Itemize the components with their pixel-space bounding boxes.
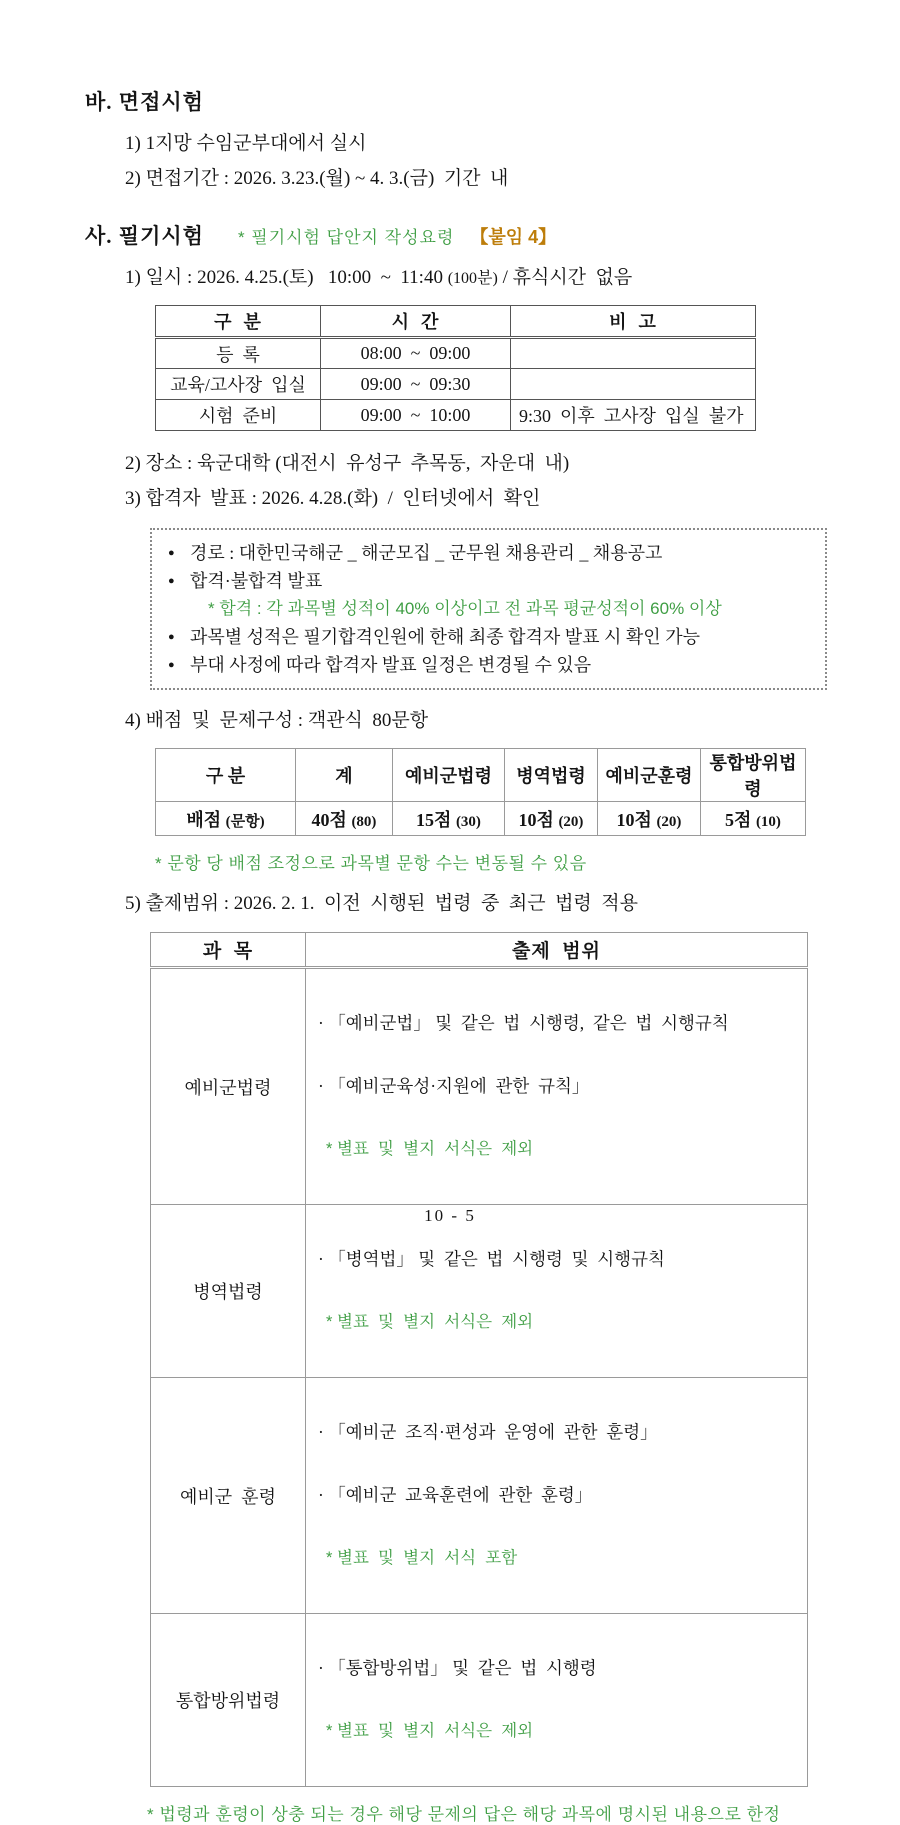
sa-item-datetime xyxy=(125,260,840,296)
scope-line: · 「병역법」 및 같은 법 시행령 및 시행규칙 xyxy=(318,1249,665,1269)
exam-day-schedule-table xyxy=(155,305,756,431)
cell-score xyxy=(505,802,598,836)
cell-subject: 예비군 훈령 xyxy=(151,1378,306,1614)
score-points: 15점 xyxy=(416,809,456,830)
scope-line: · 「예비군 교육훈련에 관한 훈령」 xyxy=(318,1485,593,1505)
col-header-category: 구 분 xyxy=(156,749,296,802)
section-sa-items-3 xyxy=(85,703,840,738)
score-count: (80) xyxy=(351,813,377,830)
col-header-reserve-directive: 예비군훈령 xyxy=(598,749,701,802)
col-header-time: 시 간 xyxy=(321,306,511,338)
answer-sheet-note: * 필기시험 답안지 작성요령 xyxy=(237,228,455,247)
row-label-main: 배점 xyxy=(186,809,226,830)
scope-line: · 「예비군법」 및 같은 법 시행령, 같은 법 시행규칙 xyxy=(318,1013,729,1033)
cell-row-label xyxy=(156,802,296,836)
col-header-total: 계 xyxy=(296,749,393,802)
scope-note-line: * 별표 및 별지 서식은 제외 xyxy=(326,1140,534,1158)
cell-time: 08:00 ~ 09:00 xyxy=(321,338,511,369)
col-header-category: 구 분 xyxy=(156,306,321,338)
score-row xyxy=(156,802,806,836)
cell-category: 시험 준비 xyxy=(156,400,321,431)
section-sa-title-row xyxy=(85,222,840,250)
cell-time: 09:00 ~ 10:00 xyxy=(321,400,511,431)
scope-note-line: * 별표 및 별지 서식 포함 xyxy=(326,1549,518,1567)
col-header-subject: 과 목 xyxy=(151,933,306,968)
cell-time: 09:00 ~ 09:30 xyxy=(321,369,511,400)
row-label-small: (문항) xyxy=(225,813,265,830)
cell-score xyxy=(393,802,505,836)
section-sa-items-2 xyxy=(85,446,840,516)
col-header-reserve-law: 예비군법령 xyxy=(393,749,505,802)
duration-minutes: (100분) xyxy=(447,270,498,287)
scope-row xyxy=(151,1378,808,1614)
col-header-integrated-defense-law: 통합방위법령 xyxy=(701,749,806,802)
cell-subject: 통합방위법령 xyxy=(151,1614,306,1787)
cell-scope xyxy=(306,1378,808,1614)
col-header-scope: 출제 범위 xyxy=(306,933,808,968)
cell-remark xyxy=(511,369,756,400)
score-points: 10점 xyxy=(616,809,657,830)
cell-subject: 병역법령 xyxy=(151,1205,306,1378)
score-count: (20) xyxy=(558,813,584,830)
ba-item-2: 2) 면접기간 : 2026. 3.23.(월) ~ 4. 3.(금) 기간 내 xyxy=(125,168,509,189)
table-row xyxy=(156,369,756,400)
cell-category: 등 록 xyxy=(156,338,321,369)
cell-scope xyxy=(306,968,808,1205)
col-header-military-service-law: 병역법령 xyxy=(505,749,598,802)
scope-note-line: * 별표 및 별지 서식은 제외 xyxy=(326,1722,534,1740)
section-ba-items xyxy=(85,126,840,196)
score-distribution-table xyxy=(155,748,806,836)
table-header-row xyxy=(156,306,756,338)
table-row xyxy=(156,400,756,431)
announcement-notice-box xyxy=(150,528,827,690)
scope-line: · 「예비군 조직·편성과 운영에 관한 훈령」 xyxy=(318,1422,658,1442)
scope-row xyxy=(151,1205,808,1378)
cell-score xyxy=(598,802,701,836)
table-row xyxy=(156,338,756,369)
scope-line: · 「예비군육성·지원에 관한 규칙」 xyxy=(318,1076,590,1096)
section-ba-title: 바. 면접시험 xyxy=(85,90,204,114)
sa-item-location: 2) 장소 : 육군대학 (대전시 유성구 추목동, 자운대 내) xyxy=(125,453,570,474)
score-count: (10) xyxy=(755,813,781,830)
scope-row xyxy=(151,1614,808,1787)
cell-category: 교육/고사장 입실 xyxy=(156,369,321,400)
notice-path: ● 경로 : 대한민국해군 _ 해군모집 _ 군무원 채용관리 _ 채용공고 xyxy=(168,539,815,567)
notice-score-check: ● 과목별 성적은 필기합격인원에 한해 최종 합격자 발표 시 확인 가능 xyxy=(168,623,815,651)
cell-scope xyxy=(306,1614,808,1787)
cell-remark: 9:30 이후 고사장 입실 불가 xyxy=(511,400,756,431)
score-points: 5점 xyxy=(725,809,756,830)
cell-remark xyxy=(511,338,756,369)
score-count: (30) xyxy=(455,813,481,830)
cell-subject: 예비군법령 xyxy=(151,968,306,1205)
notice-pass-fail: ● 합격·불합격 발표 xyxy=(168,567,815,595)
score-adjust-note: * 문항 당 배점 조정으로 과목별 문항 수는 변동될 수 있음 xyxy=(155,854,587,873)
scope-line: · 「통합방위법」 및 같은 법 시행령 xyxy=(318,1658,597,1678)
score-points: 40점 xyxy=(311,809,352,830)
conflict-rule-note: * 법령과 훈령이 상충 되는 경우 해당 문제의 답은 해당 과목에 명시된 내용으로 한정 xyxy=(147,1805,781,1824)
section-sa-items-4 xyxy=(85,886,840,921)
exam-scope-table xyxy=(150,932,808,1787)
notice-schedule-change: ● 부대 사정에 따라 합격자 발표 일정은 변경될 수 있음 xyxy=(168,651,815,679)
section-sa-title: 사. 필기시험 xyxy=(85,224,204,248)
scope-row xyxy=(151,968,808,1205)
datetime-main: 1) 일시 : 2026. 4.25.(토) 10:00 ~ 11:40 xyxy=(125,267,448,288)
cell-score xyxy=(701,802,806,836)
table-header-row xyxy=(156,749,806,802)
sa-item-scoring: 4) 배점 및 문제구성 : 객관식 80문항 xyxy=(125,710,429,731)
attachment-4-label: 【붙임 4】 xyxy=(470,227,557,247)
ba-item-1: 1) 1지망 수임군부대에서 실시 xyxy=(125,133,367,154)
table-header-row xyxy=(151,933,808,968)
scope-note-line: * 별표 및 별지 서식은 제외 xyxy=(326,1313,534,1331)
score-count: (20) xyxy=(656,813,682,830)
datetime-tail: / 휴식시간 없음 xyxy=(497,267,633,288)
sa-item-announcement: 3) 합격자 발표 : 2026. 4.28.(화) / 인터넷에서 확인 xyxy=(125,488,541,509)
section-sa-items xyxy=(85,260,840,296)
score-points: 10점 xyxy=(518,809,559,830)
sa-item-scope: 5) 출제범위 : 2026. 2. 1. 이전 시행된 법령 중 최근 법령 적용 xyxy=(125,893,638,914)
page-number: 10 - 5 xyxy=(424,1206,476,1225)
col-header-remark: 비 고 xyxy=(511,306,756,338)
cell-score xyxy=(296,802,393,836)
cell-scope xyxy=(306,1205,808,1378)
notice-pass-criteria: * 합격 : 각 과목별 성적이 40% 이상이고 전 과목 평균성적이 60% 이상 xyxy=(208,599,722,618)
